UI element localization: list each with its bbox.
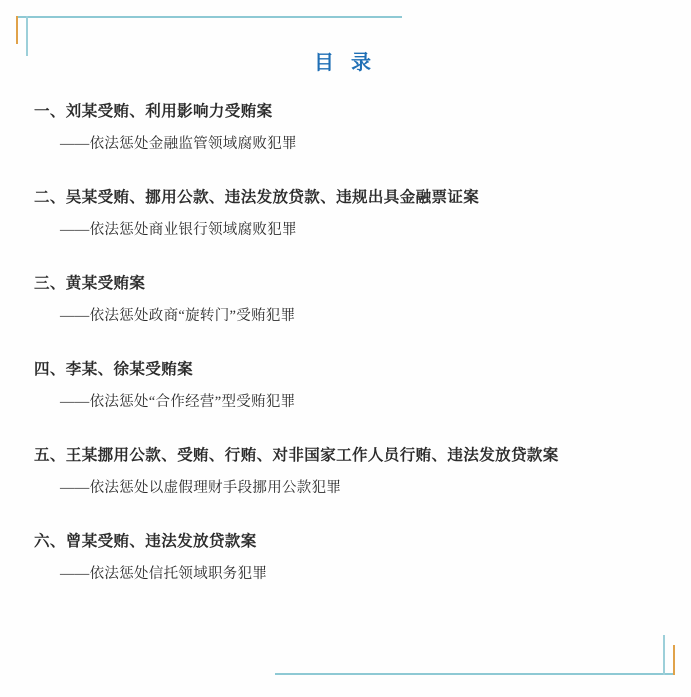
toc-entry xyxy=(34,530,657,586)
top-left-orange-rule xyxy=(16,16,18,44)
bottom-right-orange-rule xyxy=(673,645,675,675)
top-left-horizontal-rule xyxy=(16,16,402,18)
page-title: 目 录 xyxy=(314,52,377,74)
toc-entry-subtitle: ——依法惩处“合作经营”型受贿犯罪 xyxy=(60,394,296,411)
bottom-right-horizontal-rule xyxy=(275,673,675,675)
toc-entry-title: 二、吴某受贿、挪用公款、违法发放贷款、违规出具金融票证案 xyxy=(34,189,480,206)
toc-entry xyxy=(34,272,657,328)
toc-entry xyxy=(34,444,657,500)
toc-entry-subtitle: ——依法惩处商业银行领域腐败犯罪 xyxy=(60,222,297,239)
toc-entry-title: 四、李某、徐某受贿案 xyxy=(34,361,194,378)
bottom-right-teal-rule xyxy=(663,635,665,675)
toc-entry xyxy=(34,358,657,414)
toc-entry-subtitle: ——依法惩处政商“旋转门”受贿犯罪 xyxy=(60,308,296,325)
toc-entry-title: 一、刘某受贿、利用影响力受贿案 xyxy=(34,103,273,120)
toc-entry-title: 五、王某挪用公款、受贿、行贿、对非国家工作人员行贿、违法发放贷款案 xyxy=(34,447,559,464)
table-of-contents xyxy=(34,100,657,616)
toc-entry-subtitle: ——依法惩处金融监管领域腐败犯罪 xyxy=(60,136,297,153)
toc-entry-subtitle: ——依法惩处以虚假理财手段挪用公款犯罪 xyxy=(60,480,342,497)
toc-entry-title: 三、黄某受贿案 xyxy=(34,275,146,292)
toc-entry xyxy=(34,186,657,242)
toc-entry xyxy=(34,100,657,156)
toc-entry-title: 六、曾某受贿、违法发放贷款案 xyxy=(34,533,257,550)
toc-entry-subtitle: ——依法惩处信托领域职务犯罪 xyxy=(60,566,268,583)
